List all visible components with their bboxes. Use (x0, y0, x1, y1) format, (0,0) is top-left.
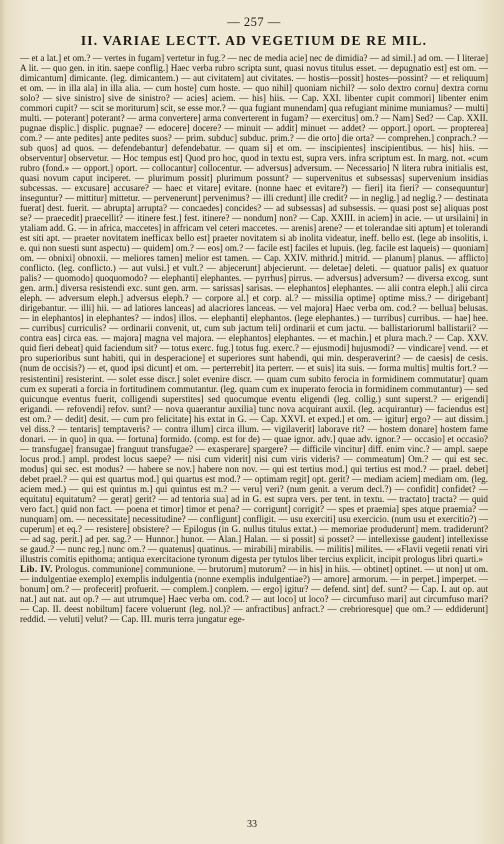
page-number: — 257 — (227, 15, 281, 29)
liber-label: Lib. IV. (20, 563, 53, 574)
body-paragraph-variants-book-three: — et a lat.] et om.? — vertes in fugam] vertetur in fug.? — nec de media acie] nec de dimidia? — ad simil.] ad om. — I literae] A lit. — quo gen. in itin. saepe conflig.] Haec verba rubro scripta sunt, quasi novus titulus esset. — depugnatio est] est om. — dimicantum] dimicante. (leg. dimicantem.) — aut civitatem] aut civitates. — hostis—possit] hostes—possint? — et reliquum] et om. — in illa ala] in illa alia. — cum hoste] cum hoste. — quo nihil] quoniam nichil? — solo dextro cornu] dextra cornu solo? — sive sinistro] sive de sinistro? — acies] aciem. — his] hiis. — Cap. XXI. libenter cupit commori] libenter enim commori cupit? — scit se moriturum] scit, se esse mor.? — qua fugiant munendam] qua refugiant minime muniamus? — multi] multi. — poterant] poterant? — arma convertere] arma converterent in fugam? — exercitus] om.? — Nam] Sed? — Cap. XXII. pugnae displic.] displic. pugnae? — edocere] docere? — minuit — addit] minuet — addet? — opport.] oport. — propterea] com.? — ante pedites] ante pedites suos? — prim. subduc] subduc. prim.? — die orto] die orta? — comprehen.] conprach.? — sub quos] ad quos. — defendebantur] defendebatur. — quam si] et om. — inscipientes] inscipientibus. — his] hiis. — observentur] observetur. — Hoc tempus est] Quod pro hoc, quod in textu est, supra vers. infra scriptum est. In marg. not. «cum rubro (fond.» — opport.] oport. — collocantur] collocentur. — adversus] adversum. — Necessario] N litera rubra initialis est, quasi novum caput inciperet. — plurimum possit] plurimum possunt? — supervenitus et subsessas] supervenium insidias subcessas. — excusare] accusare? — haec et vitare] evitare. (nonne haec et evitare?) — fieri] ita fieri? — consequuntur] inseguntur? — mittitur] mittetur. — pervenerunt] pervenimus? — illi credunt] ille credit? — in neglig.] ad neglig.? — destinata fuerat] dest. fuerit. — abrupta] arrupta? — concaedes] concides? — ad subsessas] ad subsessis. — quasi post se] aliquas post se? — praecedit] praecellit? — itinere fest.] fest. itinere? — nondum] non? — Cap. XXIII. in aciem] in acie. — ut ursilaini] in ytaliam add. G. — in africa, maccetes] in affricam vel ceteri maccetes. — arenis] arene? — et tolerandae siti aptum] et tolerandi est siti apt. — praeter novitatem inefficax bello est] praeter novitatem si ab inolita videatur, ineff. bello est. (lege ab insolitis, i. e. qui non suesti sunt aspectu) — quidem] om.? — eos] om.? — facile est] faciles et lupuis. (leg. facile est laqueis) — quoniam] om. — obnixi] obnoxii. — meliores tamen] melior est tamen. — Cap. XXIV. mithrid.] mitrid. — planum] planus. — afflicto] conflicto. (leg. conflicto.) — aut vulsi.] et vult.? — abjecerunt] abjecierunt. — deletae] deleti. — quatuor palis] ex quatuor palis? — quomodo] quoquomodo? — elephanti] elephantes. — pyrrhus] pirrus. — adversus] adversum? — diversa excog. sunt gen. arm.] diversa resistendi exc. sunt gen. arm. — sarissas] sarisas. — elephantos] elephantes. — alii contra eleph.] alii circa eleph. — adversum eleph.] adversus eleph.? — corpore al.] et corp. al.? — missilia optime] optime miss.? — dirigebant] dirigebantur. — illi] hii. — ad latiores lanceas] ad alacriores lanceas. — vel majora] Haec verba om. cod.? — bellua] belusas. — in elephantos] in elephantes? — indos] illos. — elephanti] elephantos. (lege elephantes.) — turribus] curribus. — hae] hee. — curribus] curriculis? — ordinarii convenit, ut, cum sub jactum teli] ordinarii et cum jactu. — ballistarioruml ballistarii? — contra eas] circa eas. — majora] magna vel majora. — elephantos] elephantes. — et machin.] et plura mach.? — Cap. XXV. quid fieri debeat] quid faciendum sit? — totus exerc. fug.] totus fug. exerc.? — ejusmodi] hujusmodi? — vindicare] vend. — et pro superioribus sunt habiti, qui in desperacione] et superiores sunt habendi, qui min. desperaverint? — de caesis] de cesis. (num de occisis?) — et, quod ipsi dicunt] et om. — perterrebit] ita perterr. — et suis] ita suis. — forma multis] multis fort.? — resistentini] resisterint. — solet esse discr.] solet evenire discr. — quam cum subito ferocia in formidinem commutatur] quam cum ex superati a forcia in fortitudinem commutantur. (leg. quam cum ex inuperato ferocia in formidinem commutantur) — sed quicunque eventus fuerit, colligendi superstites] sed quocumque eventu eligendi (leg. collig.) sunt superst.? — erigendi] erigandi. — refovendi] refov. sunt? — nova quaerantur auxilia] tunc nova acquirant auxil. (leg. acquirantur) — faciendus est] est om.? — dedit] desit. — cum pro felicitate] his extat in G. — Cap. XXVI. et exped.] et om. — igitur] ergo? — aut dissim.] vel diss.? — tentaris] temptaveris? — contra illum] circa illum. — vigilaverit] laborave rit? — hostem donare] hostem fame donari. — in quo] in qua. — fortuna] formido. (comp. est for de) — quae ignor. adv.] quae adv. ignor.? — occasio] et occasio? — transfugae] fransugae] franguut transfugae? — exasperare] spargere? — difficile vincitur] diff. enim vinc.? — ampl. saepe locus prod.] ampl. prodest locus saepe? — nisi cum viderit] nisi cum viris videris? — commeatum] Om.? — qui est sec. modus] qui sec. est modus? — habere se nov.] habere non nov. — qui est tertius mod.] qui tertius est mod.? — prael. debet] debet prael.? — qui est quartus mod.] qui quartus est mod.? — optimam regit] opt. gerit? — mediam aciem] mediam om. (leg. aciem med.) — qui est quintus m.] qui quintus est m.? — veru] veri? (num genit. a verum decl.?) — confidit] confidet? — equitatu] equitatum? — gerat] gerit? — ad tentoria sua] ad in G. est supra vers. per tent. in textu. — tractato] tracta? — quid vero fact.] quid non fact. — poena et timor] timor et pena? — corrigunt] corrigit? — spes et praemia] spes atque praemia? — nunquam] om. — necessitate] necessitudine? — confligunt] confligit. — usu exerciti] usu exercicio. (num usu et exercitio?) — cuperum] et eq.? — resistere] obsistere? — Epilogus (in G. nullus titulus extat.) — memoriae produderunt] mem. tradiderunt? — ad sag. perit.] ad per. sag.? — Hunnor.] hunor. — Alan.] Halan. — si possit] si posset? — intellexisse gaudent] intellexisse se gaud.? — nunc reg.] nunc om.? — quatenus] quatinus. — mirabili] mirabilis. — militis] milites. — «Flavii vegetii renati viri illustris comitis epithoma; antiqua exercitacione tyronum digesta per tytulos liber tercius explicit, incipit prologus libri quarti.» (20, 53, 488, 564)
page-edge-shading (0, 0, 6, 844)
section-heading: II. VARIAE LECTT. AD VEGETIUM DE RE MIL. (80, 33, 428, 48)
body-paragraph-book-four (20, 564, 488, 624)
book-four-text: Prologus. communione] communione. — brutorum] mutorum? — in his] in hiis. — obtinet] optinet. — ut non] ut om. — indulgentiae exemplo] exemplis indulgentia (nonne exemplis indulgentiae?) — amore] armorum. — in perpet.] imperpet. — bonum] om.? — profecerit] profuerit. — complem.] conplem. — ergo] igitur? — defend. sint] def. sunt? — Cap. I. aut op. aut nat.] aut nat. aut op.? — aut utrumque] Haec verba om. cod.? — aut loco] ut loco? — circumfuso mari] aut circumfuso mari? — Cap. II. deest nobiltum] facere voluerunt (leg. nol.)? — anfractibus] anfract.? — crebrioresque] que om.? — eddiderunt] reddid. — veluti] velut? — Cap. III. muris terra jungatur ege- (20, 563, 489, 624)
body-text (20, 53, 488, 624)
signature-number: 33 (247, 819, 257, 830)
